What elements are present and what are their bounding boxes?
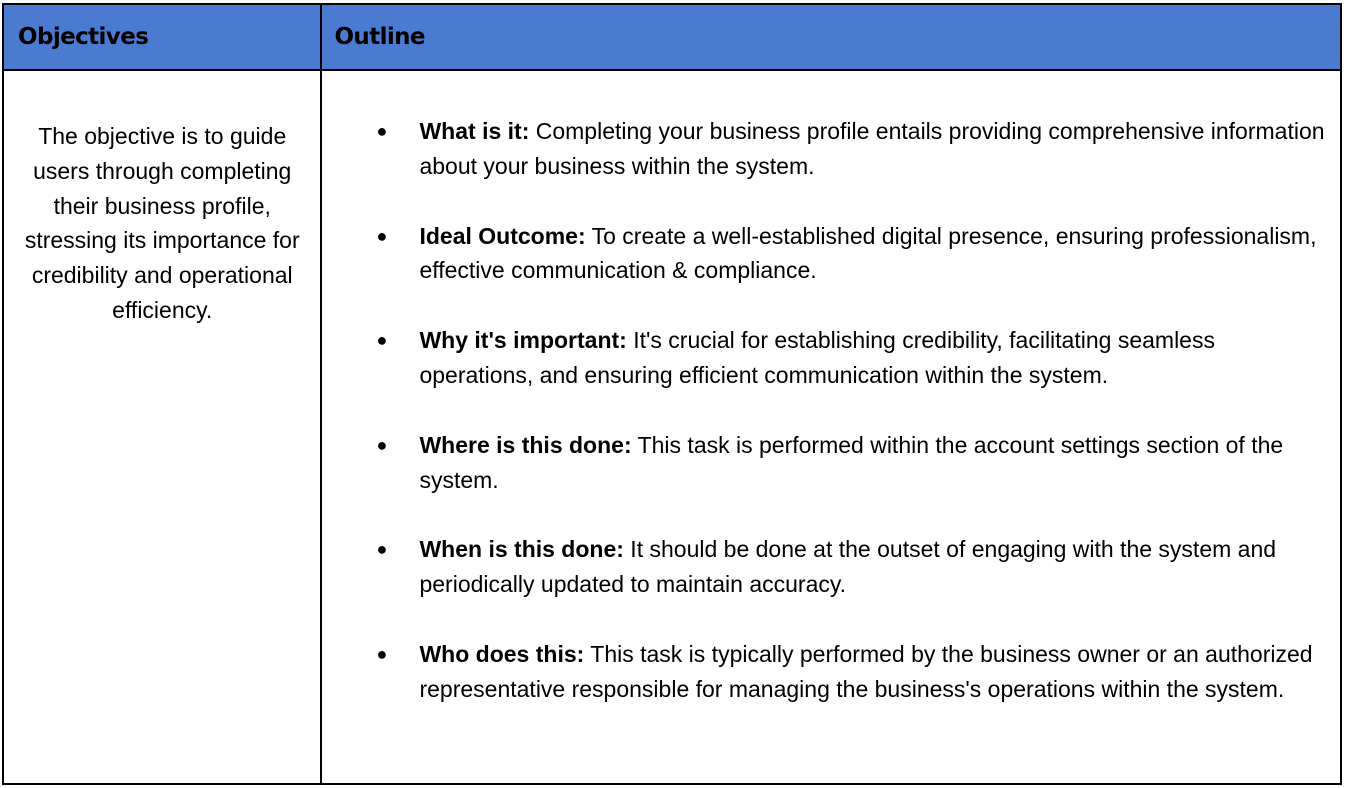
bullet-icon: ● — [376, 121, 388, 141]
outline-text: Completing your business profile entails providing comprehensive information about your business within the system. — [419, 118, 1325, 179]
outline-text: To create a well-established digital presence, ensuring professionalism, effective communication & compliance. — [419, 222, 1317, 284]
outline-cell — [321, 70, 1341, 784]
bullet-icon: ● — [376, 330, 388, 351]
outline-item-where — [322, 428, 1340, 498]
outline-term: Why it's important: — [419, 327, 627, 354]
objective-text: The objective is to guide users through completing their business profile, stressing its importance for credibility and operational efficiency. — [24, 123, 300, 323]
outline-item-what — [322, 114, 1340, 184]
outline-text: It should be done at the outset of engaging with the system and periodically updated to maintain accuracy. — [419, 536, 1277, 598]
bullet-icon: ● — [376, 643, 388, 664]
outline-item-why — [322, 323, 1340, 393]
outline-term: Ideal Outcome: — [419, 222, 586, 249]
objectives-outline-table — [2, 3, 1342, 785]
objectives-header: Objectives — [3, 4, 321, 70]
content-row — [3, 70, 1341, 784]
outline-text: This task is typically performed by the business owner or an authorized representative responsible for managing the business's operations within the system. — [419, 640, 1313, 702]
outline-text: This task is performed within the account settings section of the system. — [419, 431, 1284, 493]
outline-item-ideal-outcome — [322, 219, 1340, 289]
bullet-icon: ● — [376, 225, 388, 246]
outline-item-who — [322, 637, 1340, 707]
outline-text: It's crucial for establishing credibility, facilitating seamless operations, and ensuring efficient communication within the system. — [419, 327, 1215, 388]
outline-list — [322, 71, 1340, 707]
outline-term: Who does this: — [419, 640, 585, 667]
outline-term: Where is this done: — [419, 431, 632, 458]
outline-term: When is this done: — [419, 536, 624, 563]
outline-header: Outline — [321, 4, 1341, 70]
header-row — [3, 4, 1341, 70]
outline-item-when — [322, 532, 1340, 602]
objectives-cell — [3, 70, 321, 784]
outline-term: What is it: — [419, 118, 530, 144]
bullet-icon: ● — [376, 434, 388, 455]
bullet-icon: ● — [376, 539, 388, 560]
